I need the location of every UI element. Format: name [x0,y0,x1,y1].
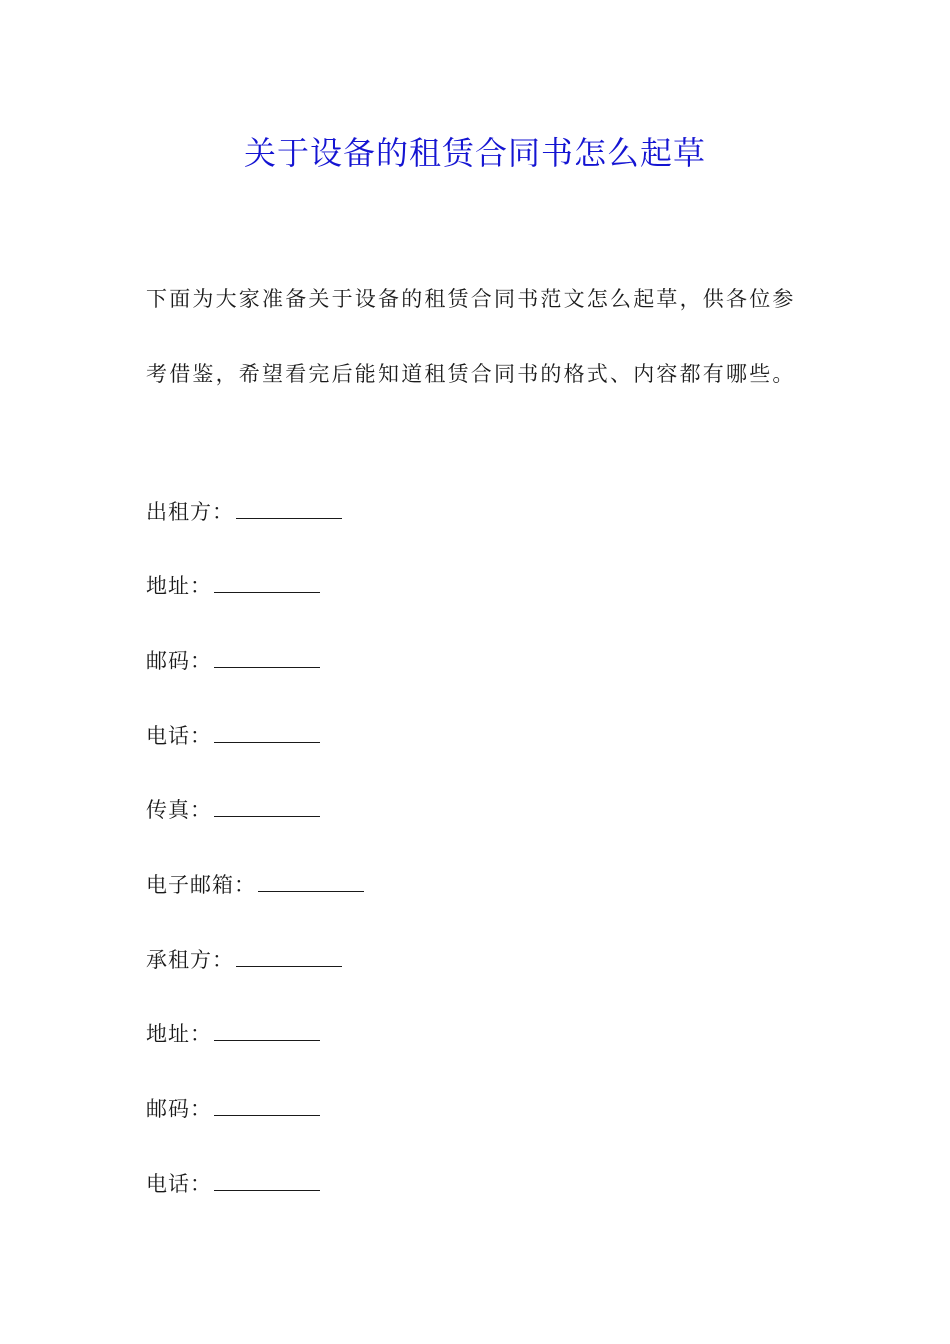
field-label: 电话： [146,1172,212,1196]
field-lessor-address [146,570,320,601]
blank-line [214,1168,320,1191]
field-lessor-postcode [146,645,320,676]
blank-line [214,720,320,743]
field-lessee-address [146,1018,320,1049]
field-label: 承租方： [146,948,234,972]
field-lessee [146,944,342,975]
blank-line [214,1093,320,1116]
field-lessor [146,496,342,527]
field-lessee-phone [146,1168,320,1199]
field-label: 传真： [146,798,212,822]
blank-line [214,570,320,593]
field-lessor-phone [146,720,320,751]
field-lessor-email [146,869,364,900]
field-label: 邮码： [146,649,212,673]
blank-line [214,1018,320,1041]
field-label: 邮码： [146,1097,212,1121]
field-label: 出租方： [146,500,234,524]
field-lessee-postcode [146,1093,320,1124]
blank-line [214,645,320,668]
field-label: 地址： [146,574,212,598]
blank-line [236,496,342,519]
document-title: 关于设备的租赁合同书怎么起草 [243,134,706,172]
field-label: 电话： [146,724,212,748]
intro-paragraph: 下面为大家准备关于设备的租赁合同书范文怎么起草，供各位参考借鉴，希望看完后能知道租赁合同书的格式、内容都有哪些。 [146,287,796,386]
field-lessor-fax [146,794,320,825]
blank-line [236,944,342,967]
blank-line [214,794,320,817]
field-label: 电子邮箱： [146,873,256,897]
blank-line [258,869,364,892]
field-label: 地址： [146,1022,212,1046]
